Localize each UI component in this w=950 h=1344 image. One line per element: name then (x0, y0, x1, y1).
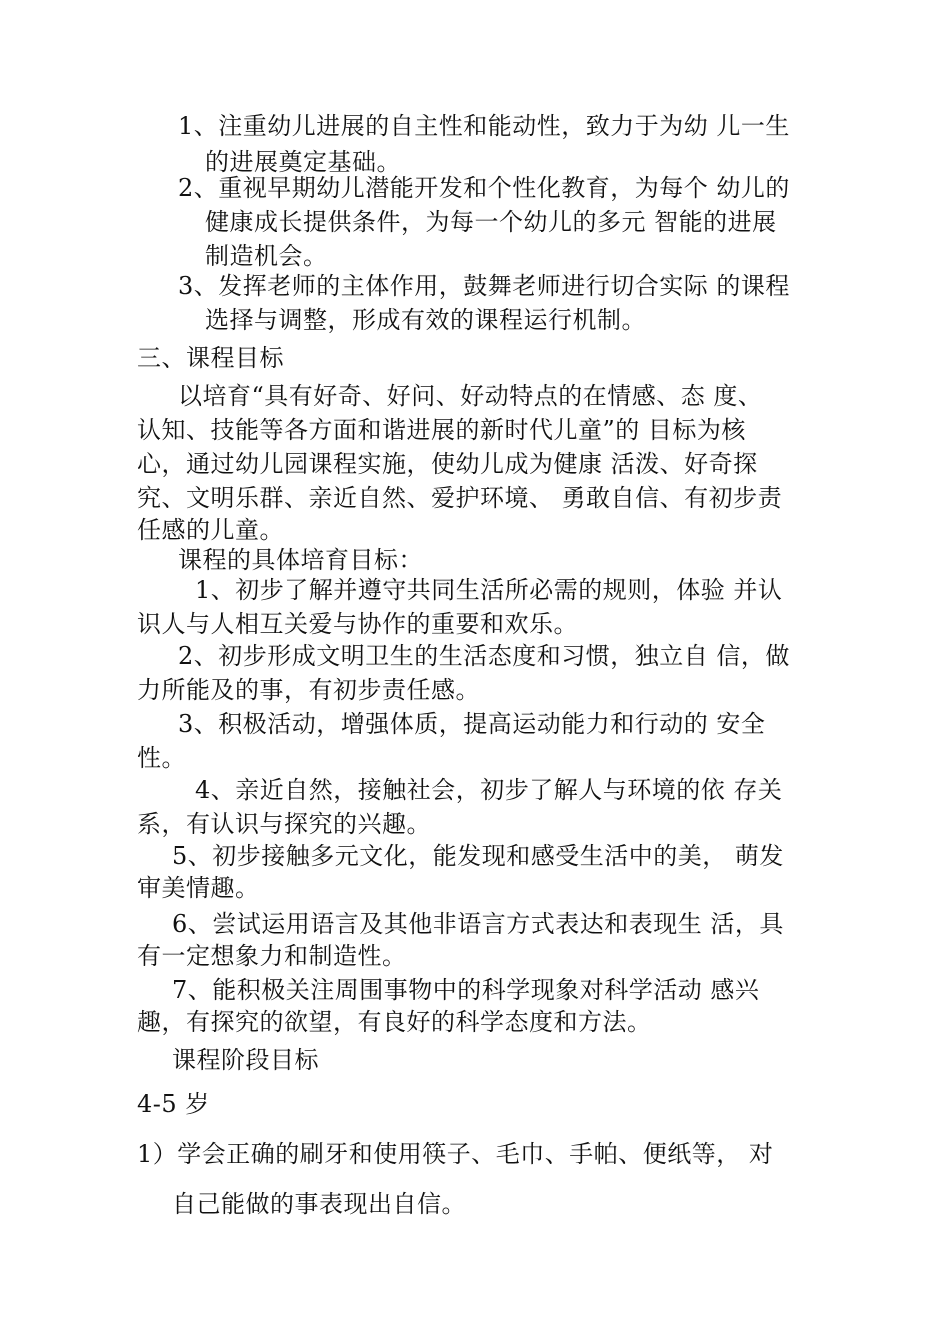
text-line: 任感的儿童。 (137, 516, 284, 544)
text-line: 识人与人相互关爱与协作的重要和欢乐。 (137, 610, 578, 638)
text-line: 的进展奠定基础。 (205, 148, 401, 176)
text-line: 1、初步了解并遵守共同生活所必需的规则，体验 并认 (195, 576, 783, 604)
text-line: 7、能积极关注周围事物中的科学现象对科学活动 感兴 (172, 976, 760, 1004)
text-line: 自己能做的事表现出自信。 (172, 1190, 466, 1218)
text-line: 5、初步接触多元文化，能发现和感受生活中的美， 萌发 (172, 842, 784, 870)
text-line: 1）学会正确的刷牙和使用筷子、毛巾、手帕、便纸等， 对 (137, 1140, 774, 1168)
text-line: 健康成长提供条件，为每一个幼儿的多元 智能的进展 (205, 208, 777, 236)
text-line: 以培育“具有好奇、好问、好动特点的在情感、态 度、 (178, 382, 763, 410)
text-line: 趣，有探究的欲望，有良好的科学态度和方法。 (137, 1008, 652, 1036)
age-heading: 4-5 岁 (137, 1090, 210, 1118)
text-line: 心，通过幼儿园课程实施，使幼儿成为健康 活泼、好奇探 (137, 450, 758, 478)
text-line: 制造机会。 (205, 242, 328, 270)
text-line: 认知、技能等各方面和谐进展的新时代儿童”的 目标为核 (137, 416, 746, 444)
subheading: 课程的具体培育目标： (178, 546, 423, 574)
text-line: 力所能及的事，有初步责任感。 (137, 676, 480, 704)
text-line: 究、文明乐群、亲近自然、爱护环境、 勇敢自信、有初步责 (137, 484, 783, 512)
text-line: 3、发挥老师的主体作用，鼓舞老师进行切合实际 的课程 (178, 272, 790, 300)
text-line: 系，有认识与探究的兴趣。 (137, 810, 431, 838)
subheading: 课程阶段目标 (172, 1046, 319, 1074)
text-line: 2、重视早期幼儿潜能开发和个性化教育，为每个 幼儿的 (178, 174, 790, 202)
text-line: 有一定想象力和制造性。 (137, 942, 407, 970)
text-line: 6、尝试运用语言及其他非语言方式表达和表现生 活，具 (172, 910, 784, 938)
text-line: 4、亲近自然，接触社会，初步了解人与环境的依 存关 (195, 776, 783, 804)
text-line: 3、积极活动，增强体质，提高运动能力和行动的 安全 (178, 710, 766, 738)
text-line: 1、注重幼儿进展的自主性和能动性，致力于为幼 儿一生 (178, 112, 790, 140)
text-line: 性。 (137, 744, 186, 772)
text-line: 审美情趣。 (137, 874, 260, 902)
section-heading: 三、课程目标 (137, 344, 284, 372)
text-line: 选择与调整，形成有效的课程运行机制。 (205, 306, 646, 334)
text-line: 2、初步形成文明卫生的生活态度和习惯，独立自 信，做 (178, 642, 790, 670)
